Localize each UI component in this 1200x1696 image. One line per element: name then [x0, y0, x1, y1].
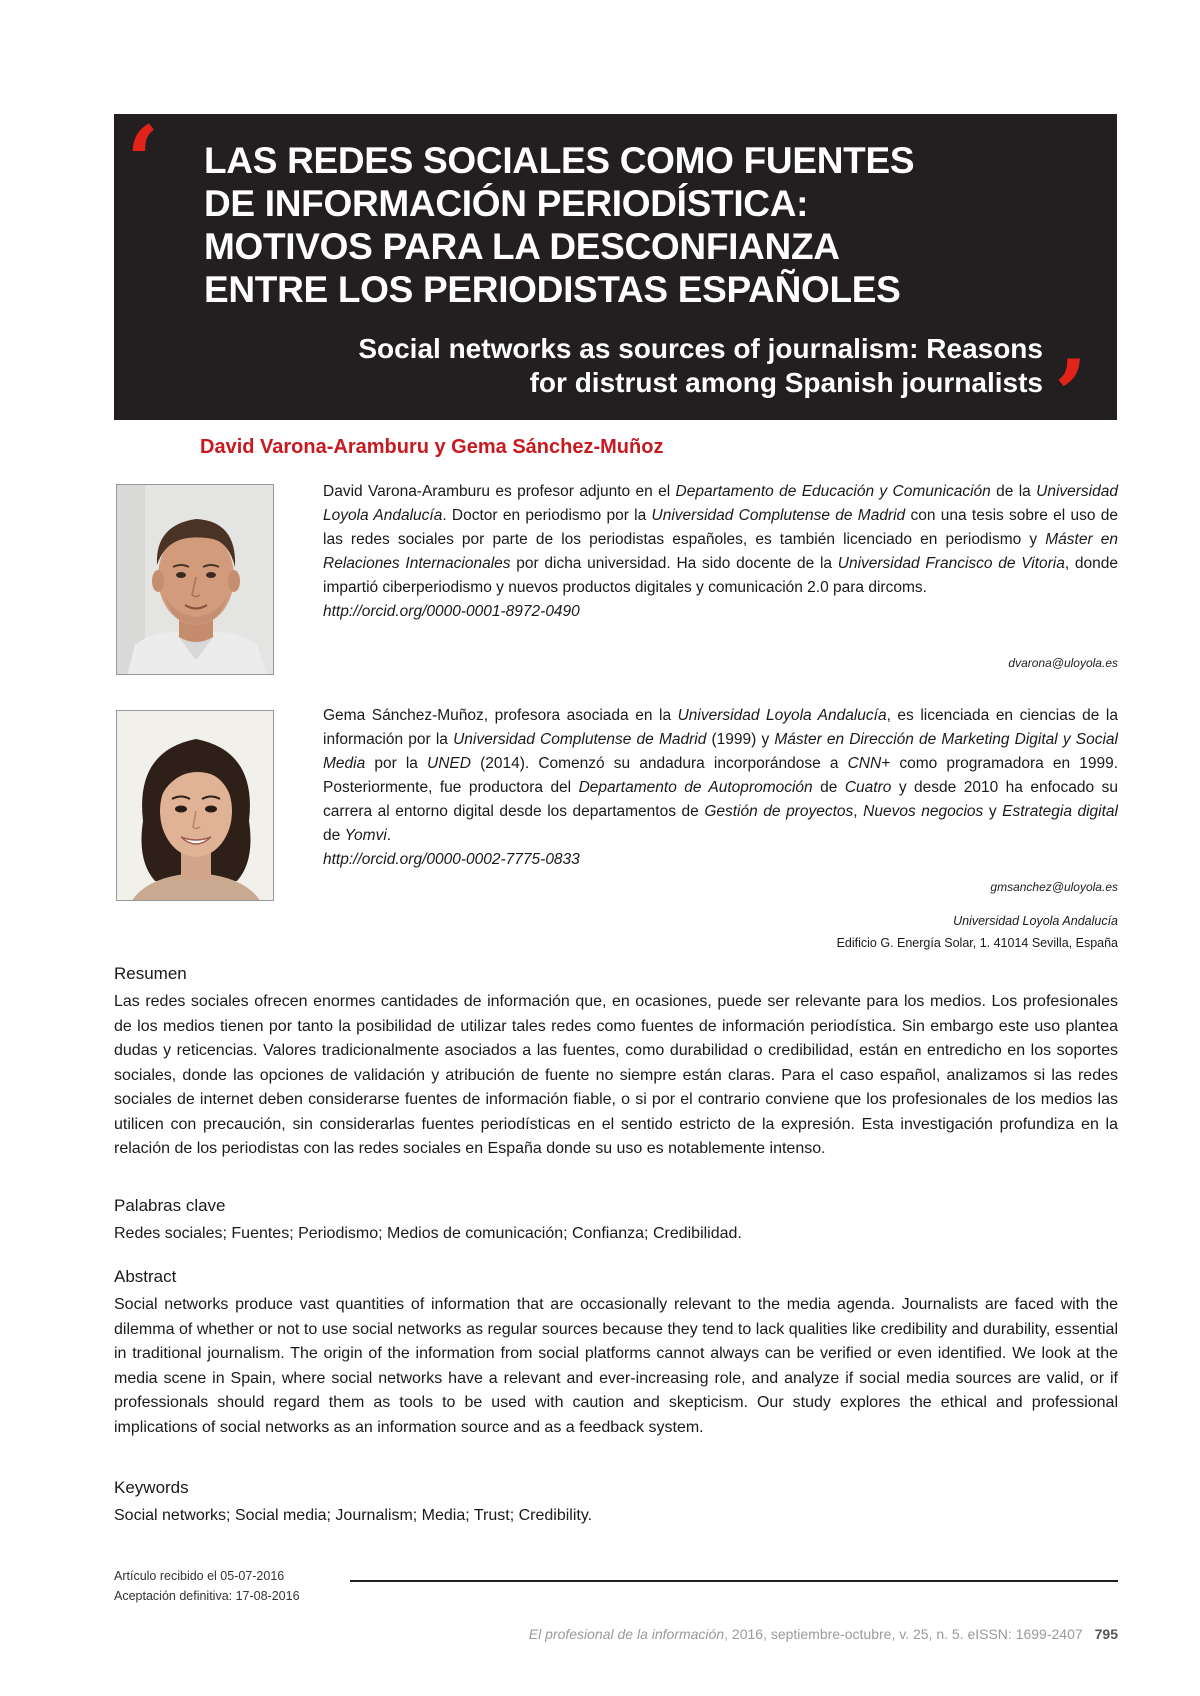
affiliation-university: Universidad Loyola Andalucía: [953, 914, 1118, 928]
abstract-body: Social networks produce vast quantities of information that are occasionally relevant to the media agenda. Journalists are faced with the dilemma of whether or not to use social networks as regular sources because they tend to lack qualities like credibility and durability, essential in traditional journalism. The origin of the information from social platforms cannot always can be verified or even identified. We look at the media scene in Spain, where social networks have a relevant and ever-increasing role, and analyze if social media sources are valid, or if professionals should regard them as tools to be used with caution and skepticism. Our study explores the ethical and professional implications of social networks as an information source and as a feedback system.: [114, 1296, 1118, 1436]
bio-text: como programadora en 1999. Posteriormente, fue productora del: [323, 755, 1118, 796]
palabras-clave-section: [114, 1196, 1118, 1247]
author-photo-varona: [116, 484, 274, 675]
resumen-section: [114, 964, 1118, 1162]
portrait-icon: [117, 711, 274, 901]
bio-text: con una tesis sobre el uso de las redes sociales por parte de los periodistas españoles, es también licenciado en periodismo y: [323, 507, 1118, 548]
bio-text: .: [386, 827, 392, 844]
bio-italic: Estrategia digital: [1002, 803, 1118, 820]
bio-italic: Gestión de proyectos: [704, 803, 854, 820]
spanish-title-line: DE INFORMACIÓN PERIODÍSTICA:: [204, 183, 809, 224]
bio-text: ,: [853, 803, 864, 820]
close-quote-icon: ’: [1054, 339, 1088, 452]
bio-italic: Máster en Relaciones Internacionales: [323, 531, 1118, 572]
open-quote-icon: ‘: [126, 105, 160, 218]
bio-italic: UNED: [427, 755, 471, 772]
footer-divider: [350, 1580, 1118, 1582]
spanish-title-line: ENTRE LOS PERIODISTAS ESPAÑOLES: [204, 269, 901, 310]
bio-text: y desde 2010 ha enfocado su carrera al entorno digital desde los departamentos de: [323, 779, 1118, 820]
received-dates: [114, 1566, 300, 1606]
abstract-title: Abstract: [114, 1267, 177, 1286]
authors-line: David Varona-Aramburu y Gema Sánchez-Muñoz: [200, 436, 664, 458]
english-title-line: for distrust among Spanish journalists: [529, 367, 1043, 398]
bio-text: y: [983, 803, 1003, 820]
bio-text: de la: [990, 483, 1037, 500]
affiliation-address: Edificio G. Energía Solar, 1. 41014 Sevilla, España: [836, 936, 1118, 950]
bio-text: , es licenciada en ciencias de la información por la: [323, 707, 1118, 748]
bio-text: (1999) y: [706, 731, 775, 748]
author-bio-varona: [323, 480, 1118, 624]
bio-italic: Universidad Loyola Andalucía: [323, 483, 1118, 524]
keywords-section: [114, 1478, 1118, 1529]
bio-italic: Cuatro: [844, 779, 892, 796]
bio-italic: Universidad Francisco de Vitoria: [837, 555, 1065, 572]
bio-text: . Doctor en periodismo por la: [442, 507, 652, 524]
bio-italic: Yomvi: [344, 827, 387, 844]
portrait-icon: [117, 485, 274, 675]
bio-italic: Nuevos negocios: [863, 803, 984, 820]
bio-italic: Universidad Complutense de Madrid: [651, 507, 906, 524]
palabras-clave-body: Redes sociales; Fuentes; Periodismo; Medios de comunicación; Confianza; Credibilidad.: [114, 1225, 742, 1242]
email-sanchez[interactable]: gmsanchez@uloyola.es: [990, 880, 1118, 894]
page-footer: [529, 1626, 1118, 1642]
page-number: 795: [1094, 1626, 1118, 1642]
resumen-title: Resumen: [114, 964, 187, 983]
orcid-link-sanchez[interactable]: http://orcid.org/0000-0002-7775-0833: [323, 851, 580, 868]
spanish-title-line: MOTIVOS PARA LA DESCONFIANZA: [204, 226, 840, 267]
english-title: [243, 332, 1043, 400]
bio-italic: Universidad Loyola Andalucía: [677, 707, 887, 724]
journal-details: , 2016, septiembre-octubre, v. 25, n. 5. eISSN: 1699-2407: [724, 1626, 1083, 1642]
bio-italic: Universidad Complutense de Madrid: [453, 731, 707, 748]
bio-text: por la: [365, 755, 428, 772]
journal-name: El profesional de la información: [528, 1626, 725, 1642]
bio-italic: CNN+: [847, 755, 891, 772]
author-bio-sanchez: [323, 704, 1118, 872]
affiliation: [837, 910, 1118, 954]
keywords-title: Keywords: [114, 1478, 189, 1497]
keywords-body: Social networks; Social media; Journalism; Media; Trust; Credibility.: [114, 1507, 593, 1524]
resumen-body: Las redes sociales ofrecen enormes cantidades de información que, en ocasiones, puede ser relevante para los medios. Los profesionales de los medios tienen por tanto la posibilidad de utilizar tales redes como fuentes de información periodística. Sin embargo este uso plantea dudas y reticencias. Valores tradicionalmente asociados a las fuentes, como durabilidad o credibilidad, están en entredicho en los soportes sociales, donde las opciones de validación y atribución de fuente no siempre están claras. Para el caso español, analizamos si las redes sociales de internet deben considerarse fuentes de información fiable, o si por el contrario conviene que los profesionales de los medios las utilicen con precaución, sin considerarlas fuentes periodísticas en el sentido estricto de la expresión. Esta investigación profundiza en la relación de los periodistas con las redes sociales en España donde su uso es notablemente intenso.: [114, 993, 1118, 1157]
received-date: Artículo recibido el 05-07-2016: [114, 1569, 285, 1583]
bio-text: (2014). Comenzó su andadura incorporándose a: [470, 755, 848, 772]
bio-text: Gema Sánchez-Muñoz, profesora asociada en la: [323, 707, 678, 724]
orcid-link-varona[interactable]: http://orcid.org/0000-0001-8972-0490: [323, 603, 580, 620]
bio-text: David Varona-Aramburu es profesor adjunto en el: [323, 483, 676, 500]
bio-text: por dicha universidad. Ha sido docente de la: [510, 555, 838, 572]
spanish-title-line: LAS REDES SOCIALES COMO FUENTES: [204, 140, 915, 181]
accepted-date: Aceptación definitiva: 17-08-2016: [114, 1589, 300, 1603]
author-photo-sanchez: [116, 710, 274, 901]
english-title-line: Social networks as sources of journalism: Reasons: [358, 333, 1043, 364]
bio-italic: Departamento de Educación y Comunicación: [675, 483, 991, 500]
email-varona[interactable]: dvarona@uloyola.es: [1008, 656, 1118, 670]
bio-text: , donde impartió ciberperiodismo y nuevos productos digitales y comunicación 2.0 para dircoms.: [323, 555, 1118, 596]
abstract-section: [114, 1267, 1118, 1440]
bio-text: de: [812, 779, 845, 796]
palabras-clave-title: Palabras clave: [114, 1196, 226, 1215]
bio-text: de: [323, 827, 345, 844]
spanish-title: [204, 139, 1074, 311]
bio-italic: Máster en Dirección de Marketing Digital y Social Media: [323, 731, 1118, 772]
bio-italic: Departamento de Autopromoción: [578, 779, 813, 796]
